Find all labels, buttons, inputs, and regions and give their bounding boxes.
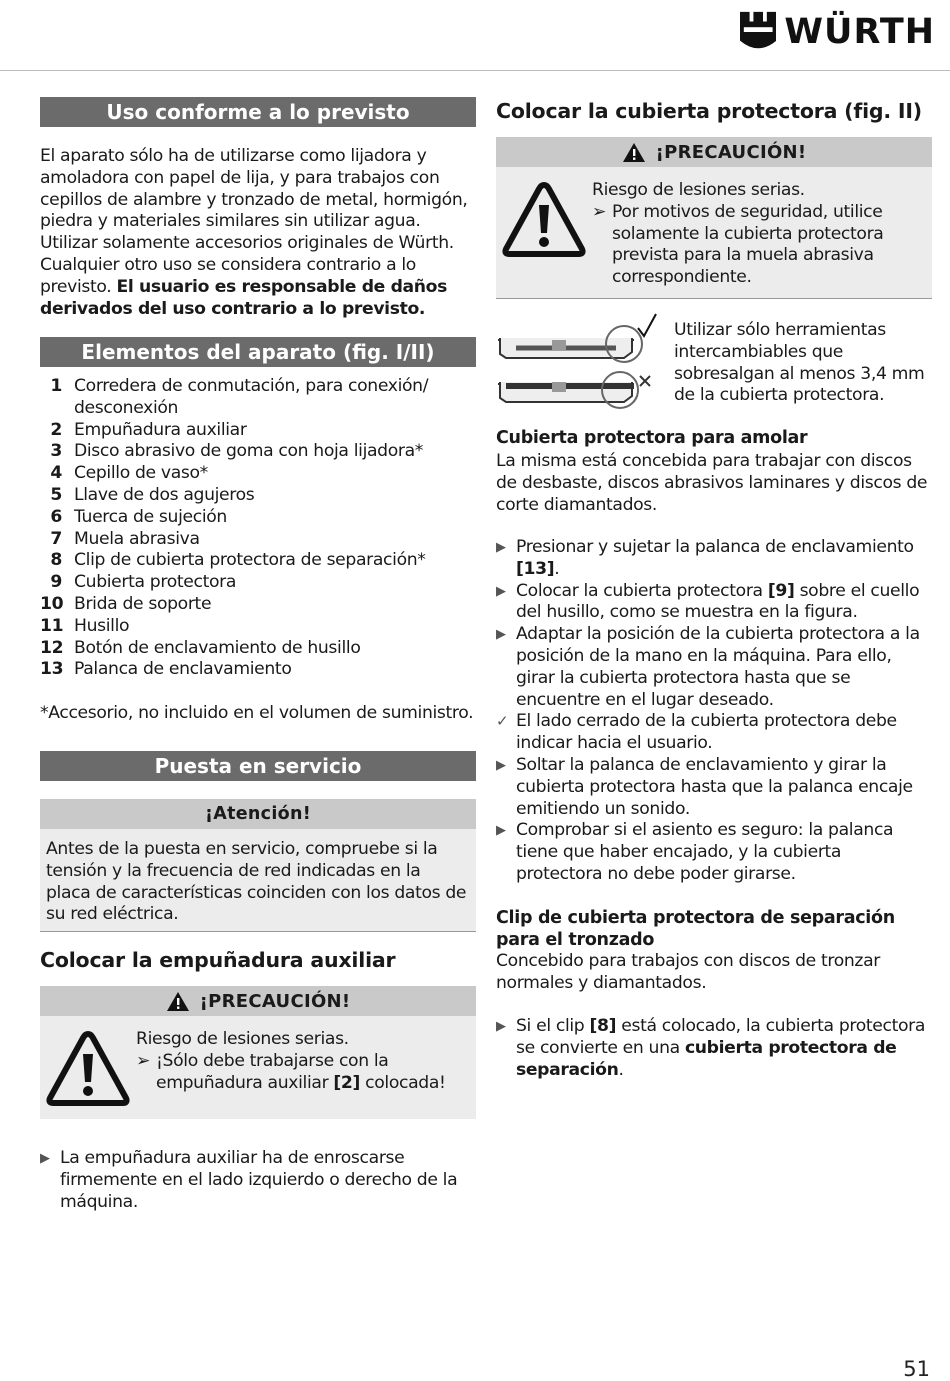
guard-projection-illustration xyxy=(496,312,664,412)
list-item xyxy=(40,463,476,485)
step-text xyxy=(516,711,932,755)
list-item-text: Cubierta protectora xyxy=(74,572,237,593)
caution-line2-right: Por motivos de seguridad, utilice solamente la cubierta protectora prevista para la muela abrasiva correspondiente. xyxy=(612,201,884,288)
list-item xyxy=(40,485,476,507)
arrow-right-icon: ▶ xyxy=(40,1151,50,1166)
list-item-number: 3 xyxy=(50,441,62,462)
chevron-right-icon: ➢ xyxy=(136,1050,151,1071)
list-item-text: Llave de dos agujeros xyxy=(74,484,255,505)
list-item-number: 12 xyxy=(40,637,64,658)
list-item xyxy=(40,376,476,420)
step-text xyxy=(516,581,932,625)
step-pre: Adaptar la posición de la cubierta protectora a la posición de la mano en la máquina. Para ello, girar la cubierta protectora hasta que se encuentre en el lugar deseado. xyxy=(516,624,920,710)
step-item xyxy=(496,537,932,581)
list-item-number: 8 xyxy=(50,550,62,571)
step-text xyxy=(516,537,932,581)
section-header-puesta: Puesta en servicio xyxy=(40,751,476,781)
section-header-uso: Uso conforme a lo previsto xyxy=(40,97,476,127)
caution-line2-left xyxy=(156,1051,472,1095)
list-item-text: Palanca de enclavamiento xyxy=(74,659,292,680)
list-item-number: 5 xyxy=(50,484,62,505)
page-number: 51 xyxy=(903,1357,930,1381)
uso-bold: El usuario es responsable de daños derivados del uso contrario a lo previsto. xyxy=(40,276,448,319)
step-pre: El lado cerrado de la cubierta protectora debe indicar hacia el usuario. xyxy=(516,711,897,754)
list-item-number: 13 xyxy=(40,659,64,680)
heading-cubierta: Colocar la cubierta protectora (fig. II) xyxy=(496,99,922,123)
last-bold: cubierta protectora de separación xyxy=(516,1037,897,1080)
step-pre: Soltar la palanca de enclavamiento y girar la cubierta protectora hasta que la palanca encaje emitiendo un sonido. xyxy=(516,754,913,819)
warning-large-icon xyxy=(502,181,586,257)
list-item-text: Disco abrasivo de goma con hoja lijadora* xyxy=(74,441,424,462)
bullet-empunadura xyxy=(40,1148,476,1213)
arrow-right-icon: ▶ xyxy=(496,823,506,839)
list-item xyxy=(40,529,476,551)
amolar-body: La misma está concebida para trabajar con discos de desbaste, discos abrasivos laminares y discos de corte diamantados. xyxy=(496,451,928,515)
attention-title: ¡Atención! xyxy=(40,799,476,829)
list-item-number: 2 xyxy=(50,419,62,440)
caution-line2a: ¡Sólo debe trabajarse con la empuñadura auxiliar xyxy=(156,1050,389,1093)
caution-title-left: ¡PRECAUCIÓN! xyxy=(199,990,351,1012)
step-pre: Comprobar si el asiento es seguro: la palanca tiene que haber encajado, y la cubierta protectora no debe poder girarse. xyxy=(516,820,894,884)
list-item xyxy=(40,441,476,463)
caution-line1-left: Riesgo de lesiones serias. xyxy=(136,1029,349,1049)
step-text xyxy=(516,755,932,820)
list-item-number: 6 xyxy=(50,506,62,527)
uso-paragraph xyxy=(40,146,476,320)
arrow-right-icon: ▶ xyxy=(496,627,506,643)
list-item-text: Brida de soporte xyxy=(74,593,212,614)
check-icon: ✓ xyxy=(496,712,509,731)
step-item xyxy=(496,581,932,625)
section-header-elementos: Elementos del aparato (fig. I/II) xyxy=(40,337,476,367)
list-item-number: 10 xyxy=(40,593,64,614)
uso-body: El aparato sólo ha de utilizarse como lijadora y amoladora con papel de lija, y para trabajos con cepillos de alambre y tronzado de metal, hormigón, piedra y materiales similares sin utilizar agua. Utilizar solamente accesorios originales de Würth. Cualquier otro uso se considera contrario a lo previsto. xyxy=(40,146,468,297)
list-item-number: 7 xyxy=(50,528,62,549)
list-item xyxy=(40,594,476,616)
step-ref: [13] xyxy=(516,558,555,579)
arrow-right-icon: ▶ xyxy=(496,757,506,773)
step-pre: Colocar la cubierta protectora xyxy=(516,580,768,601)
attention-divider xyxy=(40,931,476,932)
wurth-logo-icon xyxy=(740,11,776,53)
heading-empunadura: Colocar la empuñadura auxiliar xyxy=(40,948,396,972)
attention-body: Antes de la puesta en servicio, compruebe si la tensión y la frecuencia de red indicadas en la placa de características coinciden con los datos de su red eléctrica. xyxy=(46,839,467,925)
caution-bar-right xyxy=(496,137,932,167)
parts-list xyxy=(40,376,476,681)
caution-ref: [2] xyxy=(333,1072,361,1093)
step-item xyxy=(496,755,932,820)
caution-divider xyxy=(496,298,932,299)
arrow-right-icon: ▶ xyxy=(496,540,506,555)
step-text xyxy=(516,624,932,711)
list-item xyxy=(40,572,476,594)
tronzado-body: Concebido para trabajos con discos de tronzar normales y diamantados. xyxy=(496,951,881,993)
warning-icon xyxy=(166,991,190,1012)
chevron-right-icon: ➢ xyxy=(592,201,607,222)
step-ref: [9] xyxy=(767,580,795,601)
last-pre: Si el clip xyxy=(516,1016,590,1036)
warning-large-icon xyxy=(46,1030,130,1106)
brand-name: WÜRTH xyxy=(784,12,935,52)
last-mid: está colocado, la cubierta protectora se convierte en una xyxy=(516,1016,926,1058)
last-post: . xyxy=(618,1059,624,1080)
list-item-text: Empuñadura auxiliar xyxy=(74,419,247,440)
list-item xyxy=(40,420,476,442)
bullet-tronzado-text xyxy=(516,1016,932,1081)
caution-text-right xyxy=(592,180,928,289)
arrow-right-icon: ▶ xyxy=(496,583,506,599)
caution-line1-right: Riesgo de lesiones serias. xyxy=(592,180,805,200)
list-item-text: Cepillo de vaso* xyxy=(74,463,208,484)
arrow-right-icon: ▶ xyxy=(496,1019,506,1034)
list-item-text: Clip de cubierta protectora de separación* xyxy=(74,550,426,571)
caution-text-left xyxy=(136,1029,472,1094)
last-ref: [8] xyxy=(589,1016,617,1036)
attention-box xyxy=(40,799,476,932)
list-item-text: Husillo xyxy=(74,615,130,636)
list-item-text: Corredera de conmutación, para conexión/ desconexión xyxy=(74,376,429,418)
footnote: *Accesorio, no incluido en el volumen de suministro. xyxy=(40,703,474,723)
list-item-text: Tuerca de sujeción xyxy=(74,506,227,527)
list-item-number: 11 xyxy=(40,615,64,636)
step-post: sobre el cuello del husillo, como se muestra en la figura. xyxy=(516,580,920,623)
step-item xyxy=(496,624,932,711)
caution-line2b: colocada! xyxy=(360,1072,446,1093)
bullet-empunadura-text: La empuñadura auxiliar ha de enroscarse firmemente en el lado izquierdo o derecho de la máquina. xyxy=(60,1148,458,1212)
list-item xyxy=(40,659,476,681)
list-item xyxy=(40,507,476,529)
list-item-text: Muela abrasiva xyxy=(74,528,200,549)
subheading-tronzado: Clip de cubierta protectora de separación para el tronzado xyxy=(496,908,895,950)
step-item xyxy=(496,820,932,885)
tool-note: Utilizar sólo herramientas intercambiables que sobresalgan al menos 3,4 mm de la cubierta protectora. xyxy=(674,320,925,406)
list-item-number: 4 xyxy=(50,463,62,484)
brand-logo xyxy=(740,10,935,54)
header-divider xyxy=(0,70,950,71)
bullet-tronzado xyxy=(496,1016,932,1081)
caution-title-right: ¡PRECAUCIÓN! xyxy=(655,141,807,163)
step-item xyxy=(496,711,932,755)
caution-box-left xyxy=(40,986,476,1119)
list-item xyxy=(40,638,476,660)
list-item xyxy=(40,616,476,638)
caution-box-right xyxy=(496,137,932,299)
list-item-text: Botón de enclavamiento de husillo xyxy=(74,637,361,658)
steps-list xyxy=(496,537,932,886)
step-post: . xyxy=(554,558,560,579)
list-item xyxy=(40,550,476,572)
step-text xyxy=(516,820,932,885)
step-pre: Presionar y sujetar la palanca de enclavamiento xyxy=(516,537,914,557)
list-item-number: 9 xyxy=(50,572,62,593)
subheading-amolar: Cubierta protectora para amolar xyxy=(496,428,808,448)
warning-icon xyxy=(622,142,646,163)
caution-bar-left xyxy=(40,986,476,1016)
list-item-number: 1 xyxy=(50,376,62,396)
